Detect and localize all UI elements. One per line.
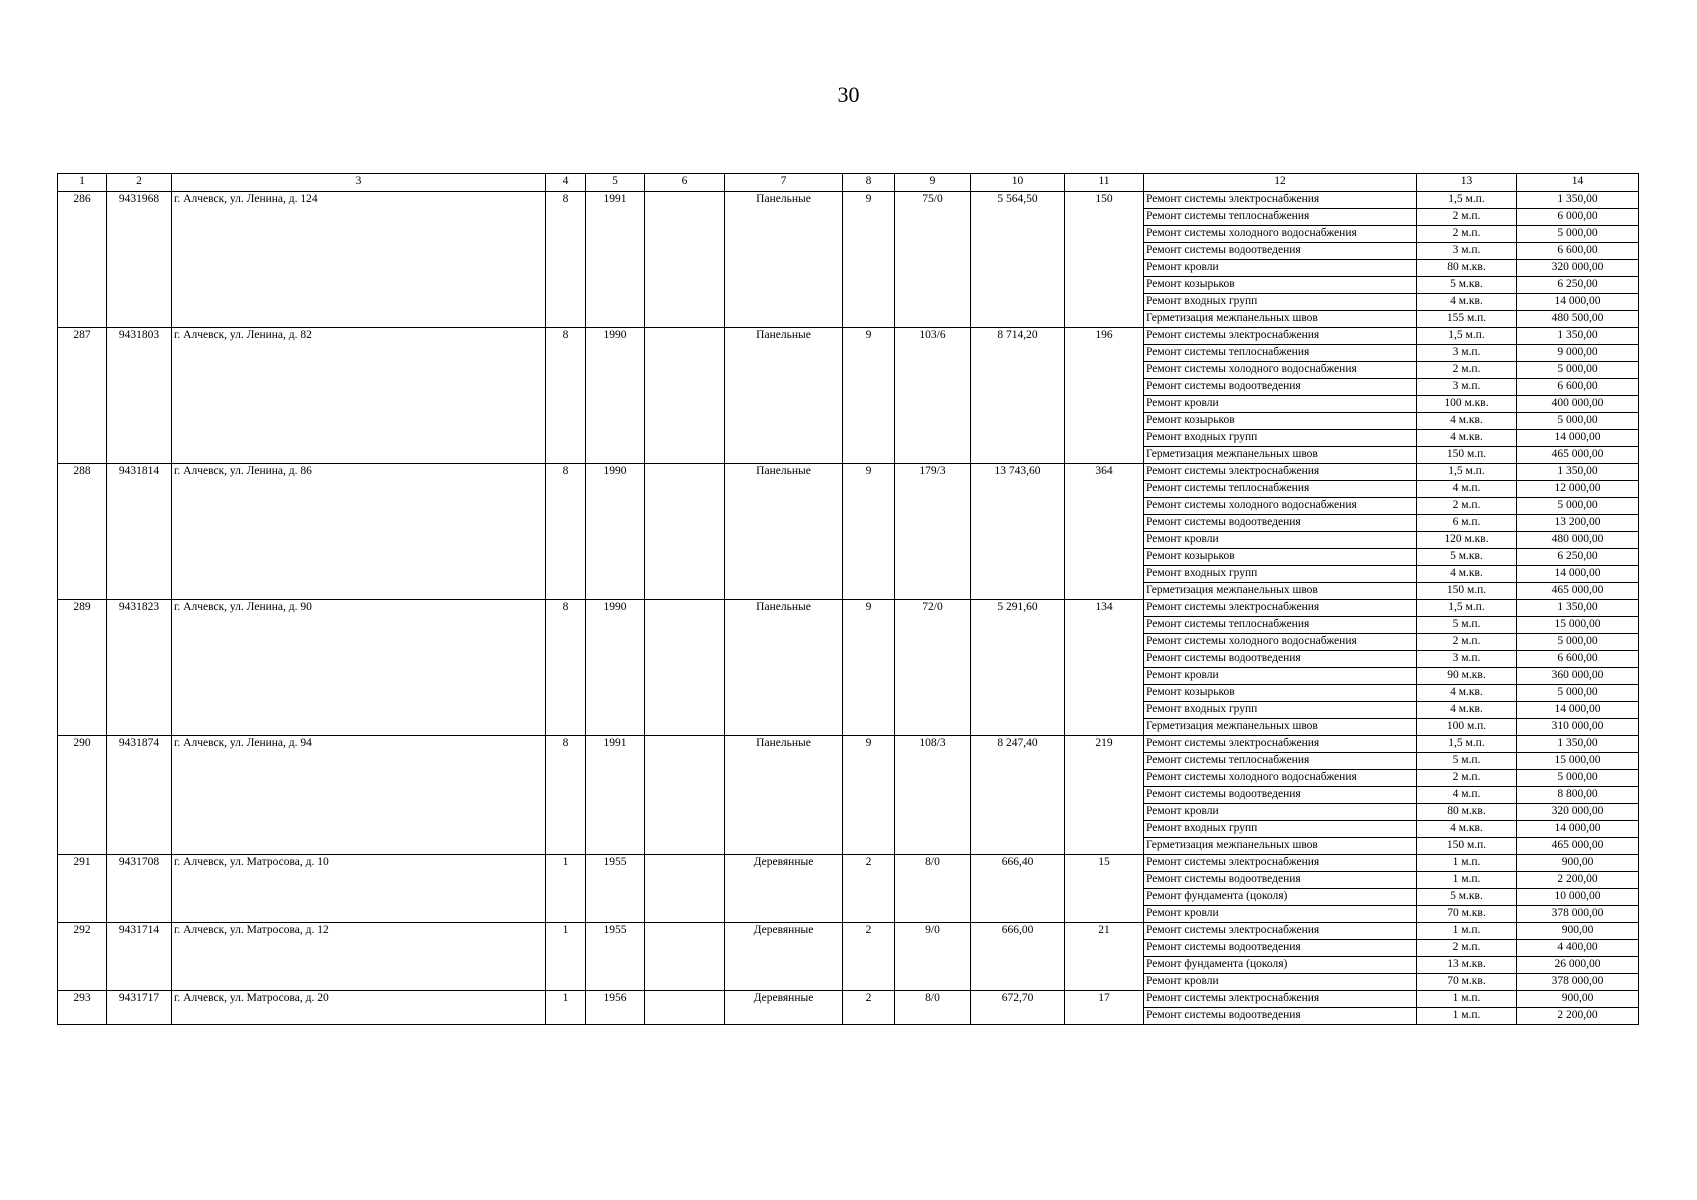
work-quantity-cell: 70 м.кв.: [1417, 974, 1517, 991]
work-cost-cell: 6 600,00: [1517, 651, 1639, 668]
wall-material-cell: Панельные: [725, 328, 843, 464]
column-4-value-cell: 8: [546, 736, 586, 855]
column-9-value-cell: 179/3: [895, 464, 971, 600]
total-area-cell: 666,40: [971, 855, 1065, 923]
wall-material-cell: Панельные: [725, 464, 843, 600]
record-number-cell: 293: [58, 991, 107, 1025]
work-cost-cell: 465 000,00: [1517, 838, 1639, 855]
work-quantity-cell: 4 м.кв.: [1417, 413, 1517, 430]
work-cost-cell: 900,00: [1517, 991, 1639, 1008]
work-quantity-cell: 80 м.кв.: [1417, 260, 1517, 277]
building-code-cell: 9431823: [107, 600, 172, 736]
work-quantity-cell: 3 м.п.: [1417, 379, 1517, 396]
work-name-cell: Ремонт козырьков: [1144, 277, 1417, 294]
residents-count-cell: 219: [1065, 736, 1144, 855]
work-quantity-cell: 2 м.п.: [1417, 362, 1517, 379]
work-name-cell: Ремонт фундамента (цоколя): [1144, 889, 1417, 906]
work-cost-cell: 2 200,00: [1517, 1008, 1639, 1025]
work-cost-cell: 5 000,00: [1517, 498, 1639, 515]
work-name-cell: Ремонт системы электроснабжения: [1144, 328, 1417, 345]
work-cost-cell: 14 000,00: [1517, 294, 1639, 311]
address-cell: г. Алчевск, ул. Матросова, д. 20: [172, 991, 546, 1025]
record-number-cell: 288: [58, 464, 107, 600]
work-name-cell: Ремонт входных групп: [1144, 702, 1417, 719]
year-built-cell: 1955: [586, 923, 645, 991]
record-number-cell: 292: [58, 923, 107, 991]
work-name-cell: Ремонт кровли: [1144, 906, 1417, 923]
work-quantity-cell: 4 м.п.: [1417, 481, 1517, 498]
column-4-value-cell: 1: [546, 923, 586, 991]
column-4-value-cell: 1: [546, 855, 586, 923]
work-quantity-cell: 2 м.п.: [1417, 634, 1517, 651]
work-cost-cell: 14 000,00: [1517, 430, 1639, 447]
work-cost-cell: 360 000,00: [1517, 668, 1639, 685]
work-name-cell: Ремонт кровли: [1144, 804, 1417, 821]
residents-count-cell: 17: [1065, 991, 1144, 1025]
work-name-cell: Ремонт кровли: [1144, 260, 1417, 277]
table-row: [58, 600, 1639, 617]
work-name-cell: Ремонт кровли: [1144, 396, 1417, 413]
column-6-value-cell: [645, 923, 725, 991]
total-area-cell: 5 564,50: [971, 192, 1065, 328]
address-cell: г. Алчевск, ул. Ленина, д. 90: [172, 600, 546, 736]
column-9-value-cell: 8/0: [895, 855, 971, 923]
building-code-cell: 9431968: [107, 192, 172, 328]
column-6-value-cell: [645, 855, 725, 923]
work-name-cell: Ремонт системы теплоснабжения: [1144, 345, 1417, 362]
work-cost-cell: 378 000,00: [1517, 906, 1639, 923]
work-quantity-cell: 1,5 м.п.: [1417, 192, 1517, 209]
work-quantity-cell: 5 м.кв.: [1417, 889, 1517, 906]
header-cell-10: 10: [971, 174, 1065, 192]
work-quantity-cell: 2 м.п.: [1417, 226, 1517, 243]
floors-count-cell: 2: [843, 855, 895, 923]
total-area-cell: 672,70: [971, 991, 1065, 1025]
work-name-cell: Герметизация межпанельных швов: [1144, 719, 1417, 736]
wall-material-cell: Деревянные: [725, 855, 843, 923]
work-name-cell: Ремонт козырьков: [1144, 685, 1417, 702]
year-built-cell: 1990: [586, 464, 645, 600]
column-4-value-cell: 8: [546, 328, 586, 464]
work-cost-cell: 6 250,00: [1517, 549, 1639, 566]
record-number-cell: 286: [58, 192, 107, 328]
work-name-cell: Ремонт системы водоотведения: [1144, 243, 1417, 260]
work-quantity-cell: 4 м.кв.: [1417, 685, 1517, 702]
work-cost-cell: 6 250,00: [1517, 277, 1639, 294]
column-4-value-cell: 8: [546, 192, 586, 328]
wall-material-cell: Деревянные: [725, 923, 843, 991]
work-cost-cell: 13 200,00: [1517, 515, 1639, 532]
work-cost-cell: 900,00: [1517, 855, 1639, 872]
work-name-cell: Герметизация межпанельных швов: [1144, 311, 1417, 328]
header-cell-13: 13: [1417, 174, 1517, 192]
address-cell: г. Алчевск, ул. Ленина, д. 82: [172, 328, 546, 464]
work-cost-cell: 12 000,00: [1517, 481, 1639, 498]
column-6-value-cell: [645, 328, 725, 464]
total-area-cell: 8 714,20: [971, 328, 1065, 464]
work-quantity-cell: 5 м.п.: [1417, 617, 1517, 634]
address-cell: г. Алчевск, ул. Ленина, д. 124: [172, 192, 546, 328]
work-name-cell: Герметизация межпанельных швов: [1144, 583, 1417, 600]
work-quantity-cell: 155 м.п.: [1417, 311, 1517, 328]
column-4-value-cell: 8: [546, 600, 586, 736]
total-area-cell: 5 291,60: [971, 600, 1065, 736]
work-quantity-cell: 1 м.п.: [1417, 923, 1517, 940]
work-name-cell: Ремонт системы теплоснабжения: [1144, 209, 1417, 226]
floors-count-cell: 9: [843, 736, 895, 855]
work-cost-cell: 400 000,00: [1517, 396, 1639, 413]
work-cost-cell: 14 000,00: [1517, 566, 1639, 583]
column-6-value-cell: [645, 991, 725, 1025]
wall-material-cell: Панельные: [725, 192, 843, 328]
work-cost-cell: 480 500,00: [1517, 311, 1639, 328]
year-built-cell: 1991: [586, 736, 645, 855]
work-cost-cell: 5 000,00: [1517, 226, 1639, 243]
building-code-cell: 9431717: [107, 991, 172, 1025]
work-quantity-cell: 2 м.п.: [1417, 940, 1517, 957]
work-cost-cell: 1 350,00: [1517, 464, 1639, 481]
total-area-cell: 8 247,40: [971, 736, 1065, 855]
work-cost-cell: 5 000,00: [1517, 770, 1639, 787]
work-quantity-cell: 100 м.п.: [1417, 719, 1517, 736]
table-body: [58, 192, 1639, 1025]
work-quantity-cell: 4 м.п.: [1417, 787, 1517, 804]
building-code-cell: 9431874: [107, 736, 172, 855]
work-quantity-cell: 1,5 м.п.: [1417, 736, 1517, 753]
work-name-cell: Ремонт системы электроснабжения: [1144, 736, 1417, 753]
work-name-cell: Ремонт входных групп: [1144, 294, 1417, 311]
work-name-cell: Ремонт системы холодного водоснабжения: [1144, 634, 1417, 651]
work-cost-cell: 8 800,00: [1517, 787, 1639, 804]
work-name-cell: Ремонт входных групп: [1144, 566, 1417, 583]
residents-count-cell: 364: [1065, 464, 1144, 600]
work-name-cell: Ремонт системы электроснабжения: [1144, 991, 1417, 1008]
work-cost-cell: 320 000,00: [1517, 804, 1639, 821]
floors-count-cell: 2: [843, 991, 895, 1025]
record-number-cell: 291: [58, 855, 107, 923]
work-quantity-cell: 1 м.п.: [1417, 991, 1517, 1008]
work-name-cell: Ремонт козырьков: [1144, 413, 1417, 430]
work-cost-cell: 1 350,00: [1517, 328, 1639, 345]
work-cost-cell: 5 000,00: [1517, 685, 1639, 702]
work-quantity-cell: 1 м.п.: [1417, 872, 1517, 889]
work-cost-cell: 2 200,00: [1517, 872, 1639, 889]
column-9-value-cell: 8/0: [895, 991, 971, 1025]
work-cost-cell: 5 000,00: [1517, 413, 1639, 430]
work-name-cell: Ремонт системы электроснабжения: [1144, 923, 1417, 940]
record-number-cell: 290: [58, 736, 107, 855]
address-cell: г. Алчевск, ул. Матросова, д. 12: [172, 923, 546, 991]
work-name-cell: Ремонт системы электроснабжения: [1144, 855, 1417, 872]
floors-count-cell: 2: [843, 923, 895, 991]
work-quantity-cell: 2 м.п.: [1417, 498, 1517, 515]
work-name-cell: Ремонт системы водоотведения: [1144, 1008, 1417, 1025]
work-cost-cell: 15 000,00: [1517, 753, 1639, 770]
column-9-value-cell: 108/3: [895, 736, 971, 855]
work-cost-cell: 10 000,00: [1517, 889, 1639, 906]
work-cost-cell: 6 000,00: [1517, 209, 1639, 226]
column-9-value-cell: 72/0: [895, 600, 971, 736]
work-cost-cell: 6 600,00: [1517, 243, 1639, 260]
work-name-cell: Ремонт кровли: [1144, 668, 1417, 685]
work-quantity-cell: 1 м.п.: [1417, 855, 1517, 872]
table-row: [58, 923, 1639, 940]
work-quantity-cell: 3 м.п.: [1417, 243, 1517, 260]
work-cost-cell: 6 600,00: [1517, 379, 1639, 396]
column-9-value-cell: 103/6: [895, 328, 971, 464]
work-quantity-cell: 150 м.п.: [1417, 583, 1517, 600]
work-quantity-cell: 150 м.п.: [1417, 447, 1517, 464]
year-built-cell: 1955: [586, 855, 645, 923]
record-number-cell: 287: [58, 328, 107, 464]
header-cell-5: 5: [586, 174, 645, 192]
column-6-value-cell: [645, 192, 725, 328]
work-name-cell: Ремонт системы теплоснабжения: [1144, 617, 1417, 634]
header-cell-2: 2: [107, 174, 172, 192]
work-name-cell: Ремонт системы электроснабжения: [1144, 192, 1417, 209]
work-name-cell: Ремонт козырьков: [1144, 549, 1417, 566]
work-quantity-cell: 1,5 м.п.: [1417, 328, 1517, 345]
work-cost-cell: 320 000,00: [1517, 260, 1639, 277]
work-name-cell: Ремонт системы водоотведения: [1144, 515, 1417, 532]
work-cost-cell: 14 000,00: [1517, 702, 1639, 719]
work-name-cell: Герметизация межпанельных швов: [1144, 447, 1417, 464]
work-quantity-cell: 1 м.п.: [1417, 1008, 1517, 1025]
work-cost-cell: 9 000,00: [1517, 345, 1639, 362]
work-name-cell: Ремонт системы холодного водоснабжения: [1144, 362, 1417, 379]
work-quantity-cell: 4 м.кв.: [1417, 821, 1517, 838]
work-cost-cell: 1 350,00: [1517, 736, 1639, 753]
header-cell-6: 6: [645, 174, 725, 192]
work-quantity-cell: 5 м.п.: [1417, 753, 1517, 770]
work-cost-cell: 5 000,00: [1517, 634, 1639, 651]
column-6-value-cell: [645, 464, 725, 600]
header-cell-3: 3: [172, 174, 546, 192]
work-quantity-cell: 1,5 м.п.: [1417, 600, 1517, 617]
floors-count-cell: 9: [843, 600, 895, 736]
work-cost-cell: 14 000,00: [1517, 821, 1639, 838]
work-quantity-cell: 1,5 м.п.: [1417, 464, 1517, 481]
column-number-header: [58, 174, 1639, 192]
year-built-cell: 1990: [586, 328, 645, 464]
work-name-cell: Ремонт системы холодного водоснабжения: [1144, 770, 1417, 787]
page-number: 30: [837, 82, 860, 107]
table-row: [58, 991, 1639, 1008]
work-quantity-cell: 2 м.п.: [1417, 209, 1517, 226]
table-row: [58, 855, 1639, 872]
total-area-cell: 666,00: [971, 923, 1065, 991]
column-6-value-cell: [645, 600, 725, 736]
work-cost-cell: 26 000,00: [1517, 957, 1639, 974]
column-9-value-cell: 75/0: [895, 192, 971, 328]
work-quantity-cell: 5 м.кв.: [1417, 549, 1517, 566]
building-code-cell: 9431803: [107, 328, 172, 464]
wall-material-cell: Деревянные: [725, 991, 843, 1025]
work-name-cell: Ремонт кровли: [1144, 974, 1417, 991]
work-cost-cell: 480 000,00: [1517, 532, 1639, 549]
work-cost-cell: 900,00: [1517, 923, 1639, 940]
header-cell-4: 4: [546, 174, 586, 192]
work-name-cell: Ремонт системы электроснабжения: [1144, 464, 1417, 481]
residents-count-cell: 15: [1065, 855, 1144, 923]
work-quantity-cell: 80 м.кв.: [1417, 804, 1517, 821]
column-4-value-cell: 1: [546, 991, 586, 1025]
work-cost-cell: 310 000,00: [1517, 719, 1639, 736]
work-cost-cell: 1 350,00: [1517, 600, 1639, 617]
floors-count-cell: 9: [843, 464, 895, 600]
work-name-cell: Ремонт системы теплоснабжения: [1144, 753, 1417, 770]
residents-count-cell: 134: [1065, 600, 1144, 736]
year-built-cell: 1956: [586, 991, 645, 1025]
work-cost-cell: 4 400,00: [1517, 940, 1639, 957]
wall-material-cell: Панельные: [725, 600, 843, 736]
building-code-cell: 9431814: [107, 464, 172, 600]
building-code-cell: 9431714: [107, 923, 172, 991]
work-quantity-cell: 13 м.кв.: [1417, 957, 1517, 974]
column-9-value-cell: 9/0: [895, 923, 971, 991]
work-cost-cell: 465 000,00: [1517, 583, 1639, 600]
residents-count-cell: 196: [1065, 328, 1144, 464]
floors-count-cell: 9: [843, 328, 895, 464]
address-cell: г. Алчевск, ул. Матросова, д. 10: [172, 855, 546, 923]
header-cell-12: 12: [1144, 174, 1417, 192]
work-quantity-cell: 70 м.кв.: [1417, 906, 1517, 923]
header-cell-14: 14: [1517, 174, 1639, 192]
work-name-cell: Герметизация межпанельных швов: [1144, 838, 1417, 855]
work-quantity-cell: 100 м.кв.: [1417, 396, 1517, 413]
residents-count-cell: 150: [1065, 192, 1144, 328]
header-cell-7: 7: [725, 174, 843, 192]
record-number-cell: 289: [58, 600, 107, 736]
building-code-cell: 9431708: [107, 855, 172, 923]
column-6-value-cell: [645, 736, 725, 855]
work-quantity-cell: 2 м.п.: [1417, 770, 1517, 787]
work-cost-cell: 5 000,00: [1517, 362, 1639, 379]
work-quantity-cell: 3 м.п.: [1417, 345, 1517, 362]
work-quantity-cell: 5 м.кв.: [1417, 277, 1517, 294]
table-row: [58, 328, 1639, 345]
work-quantity-cell: 4 м.кв.: [1417, 702, 1517, 719]
header-row: [58, 174, 1639, 192]
work-name-cell: Ремонт системы водоотведения: [1144, 872, 1417, 889]
work-cost-cell: 465 000,00: [1517, 447, 1639, 464]
table-row: [58, 736, 1639, 753]
work-quantity-cell: 150 м.п.: [1417, 838, 1517, 855]
column-4-value-cell: 8: [546, 464, 586, 600]
work-cost-cell: 15 000,00: [1517, 617, 1639, 634]
wall-material-cell: Панельные: [725, 736, 843, 855]
header-cell-9: 9: [895, 174, 971, 192]
work-quantity-cell: 4 м.кв.: [1417, 430, 1517, 447]
work-quantity-cell: 6 м.п.: [1417, 515, 1517, 532]
year-built-cell: 1990: [586, 600, 645, 736]
work-name-cell: Ремонт входных групп: [1144, 821, 1417, 838]
table-row: [58, 192, 1639, 209]
header-cell-11: 11: [1065, 174, 1144, 192]
work-cost-cell: 1 350,00: [1517, 192, 1639, 209]
work-name-cell: Ремонт системы водоотведения: [1144, 940, 1417, 957]
work-name-cell: Ремонт системы водоотведения: [1144, 651, 1417, 668]
work-name-cell: Ремонт входных групп: [1144, 430, 1417, 447]
work-quantity-cell: 120 м.кв.: [1417, 532, 1517, 549]
address-cell: г. Алчевск, ул. Ленина, д. 94: [172, 736, 546, 855]
work-quantity-cell: 4 м.кв.: [1417, 294, 1517, 311]
year-built-cell: 1991: [586, 192, 645, 328]
work-name-cell: Ремонт фундамента (цоколя): [1144, 957, 1417, 974]
work-quantity-cell: 90 м.кв.: [1417, 668, 1517, 685]
address-cell: г. Алчевск, ул. Ленина, д. 86: [172, 464, 546, 600]
work-name-cell: Ремонт системы электроснабжения: [1144, 600, 1417, 617]
floors-count-cell: 9: [843, 192, 895, 328]
total-area-cell: 13 743,60: [971, 464, 1065, 600]
header-cell-8: 8: [843, 174, 895, 192]
work-name-cell: Ремонт системы холодного водоснабжения: [1144, 226, 1417, 243]
work-name-cell: Ремонт системы водоотведения: [1144, 379, 1417, 396]
repair-schedule-table: [57, 173, 1639, 1025]
residents-count-cell: 21: [1065, 923, 1144, 991]
work-quantity-cell: 3 м.п.: [1417, 651, 1517, 668]
work-name-cell: Ремонт кровли: [1144, 532, 1417, 549]
work-name-cell: Ремонт системы водоотведения: [1144, 787, 1417, 804]
table-row: [58, 464, 1639, 481]
work-cost-cell: 378 000,00: [1517, 974, 1639, 991]
work-name-cell: Ремонт системы холодного водоснабжения: [1144, 498, 1417, 515]
work-quantity-cell: 4 м.кв.: [1417, 566, 1517, 583]
header-cell-1: 1: [58, 174, 107, 192]
work-name-cell: Ремонт системы теплоснабжения: [1144, 481, 1417, 498]
